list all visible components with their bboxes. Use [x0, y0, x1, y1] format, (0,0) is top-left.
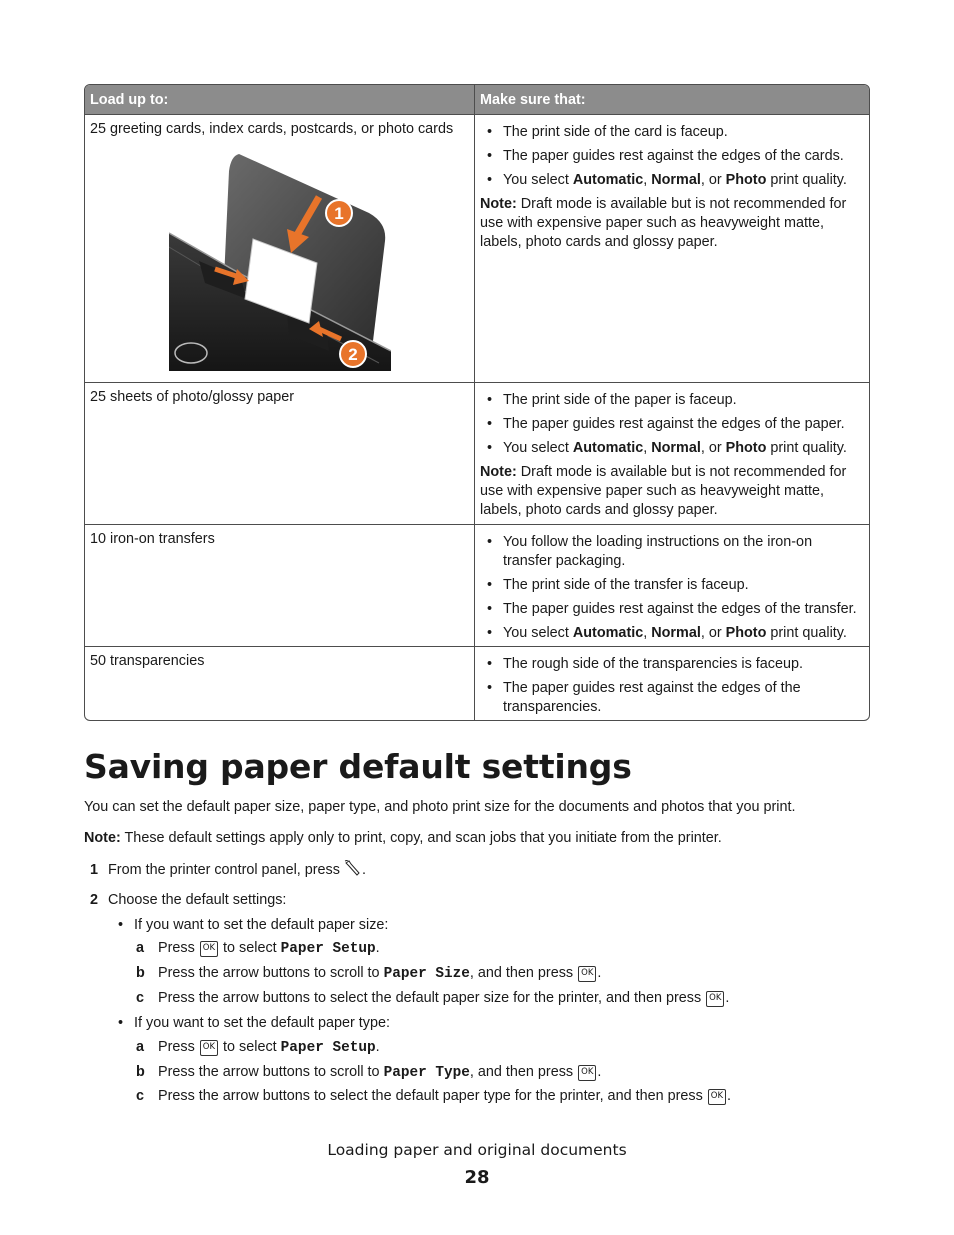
load-text: 25 sheets of photo/glossy paper: [90, 389, 295, 405]
list-item: • The paper guides rest against the edges of the transparencies.: [480, 679, 864, 717]
paper-size-intro: • If you want to set the default paper size:: [118, 917, 389, 933]
table-cell-load: [85, 647, 475, 720]
table-cell-make-sure: [475, 115, 869, 382]
requirement-list: [480, 123, 864, 190]
table-cell-make-sure: [475, 647, 869, 720]
load-text: 50 transparencies: [90, 653, 205, 669]
step-1: 1 From the printer control panel, press .: [90, 862, 366, 878]
type-step-b: b Press the arrow buttons to scroll to Paper Type, and then press OK .: [136, 1064, 602, 1081]
size-step-b: b Press the arrow buttons to scroll to Paper Size, and then press OK .: [136, 965, 602, 982]
section-title: Saving paper default settings: [84, 747, 632, 786]
requirement-list: [480, 655, 864, 717]
load-text: 25 greeting cards, index cards, postcards, or photo cards: [90, 121, 454, 137]
step-2: 2 Choose the default settings:: [90, 892, 287, 908]
table-row: [85, 114, 869, 382]
callout-1: 1: [334, 204, 344, 223]
table-cell-load: [85, 115, 475, 382]
list-item: • The paper guides rest against the edges of the paper.: [480, 415, 864, 434]
draft-mode-note: Note: Draft mode is available but is not recommended for use with expensive paper such as heavyweight matte, labels, photo cards and glossy paper.: [480, 196, 847, 250]
page-number: 28: [464, 1167, 490, 1188]
draft-mode-note: Note: Draft mode is available but is not recommended for use with expensive paper such as heavyweight matte, labels, photo cards and glossy paper.: [480, 464, 847, 518]
list-item: • You follow the loading instructions on the iron-on transfer packaging.: [480, 533, 864, 571]
list-item: • You select Automatic, Normal, or Photo print quality.: [480, 171, 864, 190]
type-step-a: a Press OK to select Paper Setup.: [136, 1039, 380, 1056]
ok-icon: OK: [200, 941, 218, 957]
table-cell-make-sure: [475, 525, 869, 646]
list-item: • You select Automatic, Normal, or Photo print quality.: [480, 624, 864, 643]
size-step-a: a Press OK to select Paper Setup.: [136, 940, 380, 957]
ok-icon: OK: [706, 991, 724, 1007]
table-row: [85, 646, 869, 720]
requirement-list: [480, 533, 864, 643]
list-item: • The paper guides rest against the edges of the cards.: [480, 147, 864, 166]
table-header-make-sure: Make sure that:: [480, 92, 586, 108]
callout-2: 2: [348, 345, 358, 364]
table-header-load: Load up to:: [85, 85, 475, 114]
list-item: • You select Automatic, Normal, or Photo print quality.: [480, 439, 864, 458]
ok-icon: OK: [578, 1065, 596, 1081]
wrench-icon: [344, 860, 362, 876]
ok-icon: OK: [708, 1089, 726, 1105]
table-cell-make-sure: [475, 383, 869, 524]
list-item: • The paper guides rest against the edges of the transfer.: [480, 600, 864, 619]
intro-paragraph: You can set the default paper size, paper type, and photo print size for the documents and photos that you print.: [84, 799, 796, 815]
table-cell-load: [85, 525, 475, 646]
footer-chapter: Loading paper and original documents: [327, 1141, 627, 1159]
list-item: • The print side of the transfer is faceup.: [480, 576, 864, 595]
table-row: [85, 382, 869, 524]
paper-type-intro: • If you want to set the default paper type:: [118, 1015, 390, 1031]
list-item: • The print side of the card is faceup.: [480, 123, 864, 142]
table-row: [85, 524, 869, 646]
ok-icon: OK: [200, 1040, 218, 1056]
size-step-c: c Press the arrow buttons to select the default paper size for the printer, and then press OK .: [136, 990, 730, 1006]
requirement-list: [480, 391, 864, 458]
paper-loading-table: [84, 84, 870, 721]
load-text: 10 iron-on transfers: [90, 531, 215, 547]
printer-loading-illustration: [169, 151, 391, 371]
table-cell-load: [85, 383, 475, 524]
table-header-row: [85, 85, 869, 114]
list-item: • The rough side of the transparencies is faceup.: [480, 655, 864, 674]
list-item: • The print side of the paper is faceup.: [480, 391, 864, 410]
section-note: Note: These default settings apply only to print, copy, and scan jobs that you initiate from the printer.: [84, 830, 722, 846]
type-step-c: c Press the arrow buttons to select the default paper type for the printer, and then press OK .: [136, 1088, 732, 1104]
ok-icon: OK: [578, 966, 596, 982]
